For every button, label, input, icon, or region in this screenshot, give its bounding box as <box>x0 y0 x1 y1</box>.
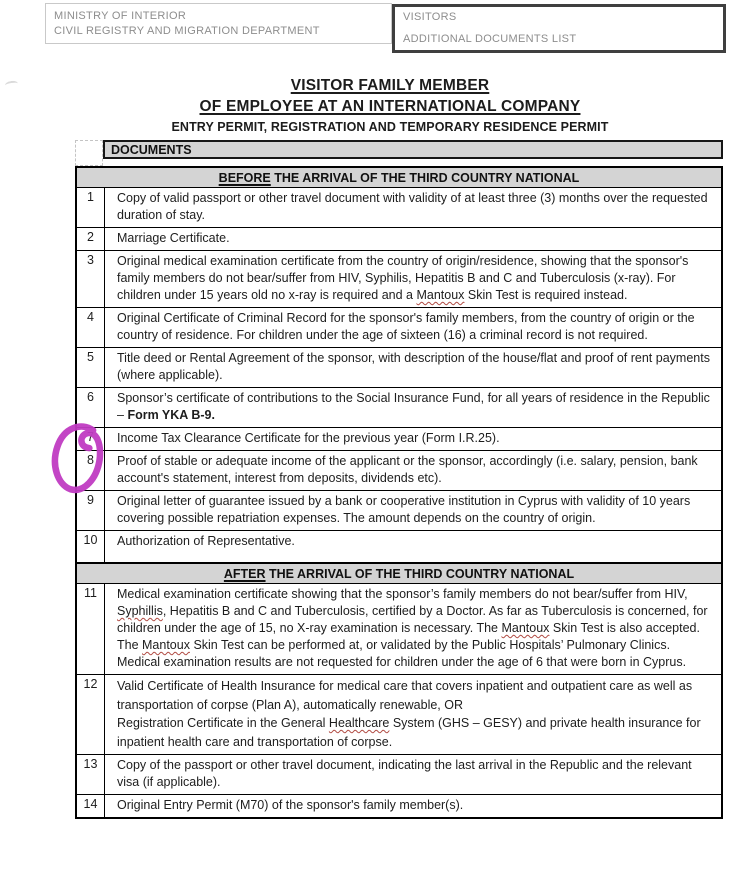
documents-table-body <box>75 166 723 819</box>
scan-artifact <box>5 80 19 89</box>
documents-header-cell: DOCUMENTS <box>103 140 723 159</box>
agency-header-box <box>45 3 392 44</box>
list-type-label: ADDITIONAL DOCUMENTS LIST <box>403 33 577 45</box>
row-text: Original Certificate of Criminal Record for the sponsor's family members, from the country of origin or the country of residence. For children under the age of sixteen (16) a criminal record is not required. <box>117 311 695 342</box>
row-number: 5 <box>77 348 105 387</box>
table-row <box>77 188 721 228</box>
title-line-2: OF EMPLOYEE AT AN INTERNATIONAL COMPANY <box>199 98 581 115</box>
row-number: 4 <box>77 308 105 347</box>
table-row <box>77 795 721 817</box>
row-number: 2 <box>77 228 105 250</box>
row-text: Original Entry Permit (M70) of the sponsor's family member(s). <box>117 798 464 812</box>
row-text: Sponsor’s certificate of contributions to the Social Insurance Fund, for all years of residence in the Republic – Form YKA B-9. <box>117 391 710 422</box>
title-line-1: VISITOR FAMILY MEMBER <box>290 77 490 94</box>
category-label: VISITORS <box>403 11 457 23</box>
empty-corner-cell <box>75 140 103 166</box>
row-number: 9 <box>77 491 105 530</box>
table-row <box>77 675 721 755</box>
table-row <box>77 755 721 795</box>
row-text: Medical examination certificate showing that the sponsor’s family members do not bear/suffer from HIV, Syphillis, Hepatitis B and C and Tuberculosis, certified by a Doctor. As far as Tuberculosis is concerned, for children under the age of 15, no X-ray examination is necessary. The Mantoux Skin Test is also accepted. The Mantoux Skin Test can be performed at, or validated by the Public Hospitals’ Pulmonary Clinics. Medical examination results are not requested for children under the age of 6 that were born in Cyprus. <box>117 587 708 669</box>
row-number: 14 <box>77 795 105 817</box>
section-header: AFTER THE ARRIVAL OF THE THIRD COUNTRY NATIONAL <box>77 563 721 584</box>
row-number: 11 <box>77 584 105 674</box>
row-number: 3 <box>77 251 105 307</box>
title-line-3: ENTRY PERMIT, REGISTRATION AND TEMPORARY RESIDENCE PERMIT <box>171 120 609 134</box>
table-row <box>77 348 721 388</box>
row-text: Valid Certificate of Health Insurance for medical care that covers inpatient and outpatient care as well as transportation of corpse (Plan A), automatically renewable, OR Registration Certificate in the General Healthcare System (GHS – GESY) and private health insurance for inpatient health care and transportation of corpse. <box>117 679 701 749</box>
row-number: 10 <box>77 531 105 562</box>
table-row <box>77 228 721 251</box>
row-number: 1 <box>77 188 105 227</box>
row-text: Original medical examination certificate from the country of origin/residence, showing that the sponsor's family members do not bear/suffer from HIV, Syphilis, Hepatitis B and C and Tuberculosis (x-ray). For children under 15 years old no x-ray is required and a Mantoux Skin Test is required instead. <box>117 254 689 302</box>
table-row <box>77 388 721 428</box>
documents-table <box>75 140 723 819</box>
row-text: Copy of valid passport or other travel document with validity of at least three (3) months over the requested duration of stay. <box>117 191 708 222</box>
table-row <box>77 251 721 308</box>
row-number: 7 <box>77 428 105 450</box>
table-row <box>77 451 721 491</box>
section-header-underlined-word: BEFORE <box>218 171 271 185</box>
row-text: Title deed or Rental Agreement of the sponsor, with description of the house/flat and proof of rent payments (where applicable). <box>117 351 710 382</box>
table-row <box>77 308 721 348</box>
ministry-name: MINISTRY OF INTERIOR <box>54 10 187 22</box>
row-number: 13 <box>77 755 105 794</box>
table-row <box>77 531 721 563</box>
category-header-box <box>392 4 726 53</box>
department-name: CIVIL REGISTRY AND MIGRATION DEPARTMENT <box>54 25 320 37</box>
row-text: Copy of the passport or other travel document, indicating the last arrival in the Republic and the relevant visa (if applicable). <box>117 758 692 789</box>
table-row <box>77 491 721 531</box>
row-text: Authorization of Representative. <box>117 534 295 548</box>
row-text: Marriage Certificate. <box>117 231 230 245</box>
document-title <box>40 76 740 135</box>
row-text: Income Tax Clearance Certificate for the previous year (Form I.R.25). <box>117 431 500 445</box>
row-text: Original letter of guarantee issued by a bank or cooperative institution in Cyprus with validity of 10 years covering possible repatriation expenses. The amount depends on the country of origin. <box>117 494 691 525</box>
row-number: 6 <box>77 388 105 427</box>
row-text: Proof of stable or adequate income of the applicant or the sponsor, accordingly (i.e. salary, pension, bank account's statement, interest from deposits, dividends etc). <box>117 454 698 485</box>
row-number: 8 <box>77 451 105 490</box>
table-row <box>77 428 721 451</box>
table-header-row <box>75 140 723 166</box>
section-header-underlined-word: AFTER <box>223 567 266 581</box>
section-header: BEFORE THE ARRIVAL OF THE THIRD COUNTRY NATIONAL <box>77 168 721 188</box>
table-row <box>77 584 721 675</box>
row-number: 12 <box>77 675 105 754</box>
